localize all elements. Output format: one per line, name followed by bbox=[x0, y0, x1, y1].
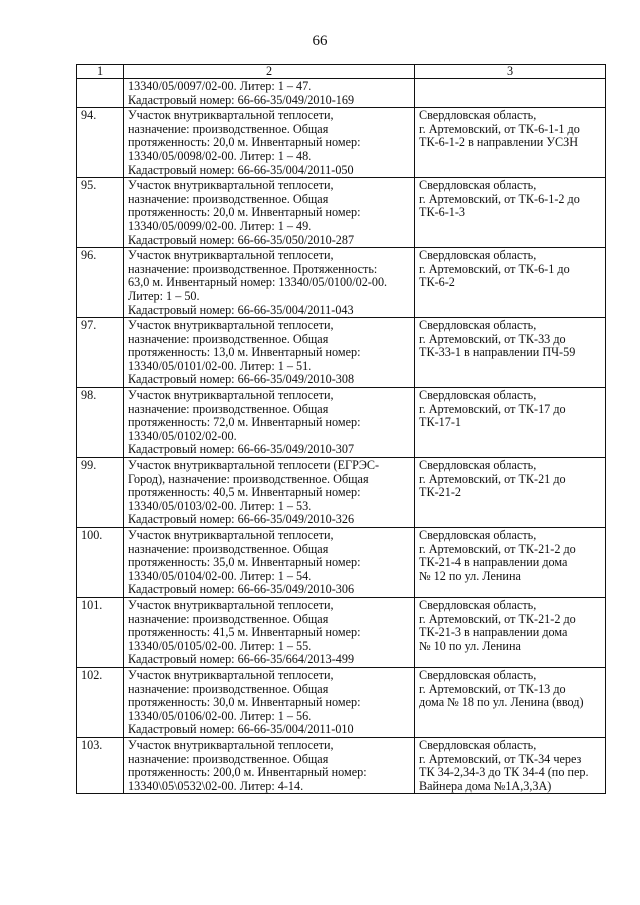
location-line: Свердловская область, bbox=[419, 248, 537, 263]
description-line: Участок внутриквартальной теплосети, bbox=[128, 388, 334, 403]
description-line: назначение: производственное. Общая bbox=[128, 541, 329, 556]
description-line: протяженность: 72,0 м. Инвентарный номер: bbox=[128, 415, 361, 430]
description-line: Кадастровый номер: 66-66-35/664/2013-499 bbox=[128, 652, 355, 667]
description-line: Кадастровый номер: 66-66-35/049/2010-308 bbox=[128, 372, 355, 387]
table-row bbox=[77, 667, 606, 737]
location-line: г. Артемовский, от ТК-6-1 до bbox=[419, 261, 570, 276]
description-line: назначение: производственное. Общая bbox=[128, 331, 329, 346]
row-number: 102. bbox=[77, 667, 124, 737]
location-line: ТК-6-1-2 в направлении УСЗН bbox=[419, 135, 579, 150]
object-location bbox=[415, 248, 606, 318]
object-location bbox=[415, 318, 606, 388]
description-line: назначение: производственное. Протяженность: bbox=[128, 261, 378, 276]
description-line: протяженность: 20,0 м. Инвентарный номер: bbox=[128, 135, 361, 150]
row-number: 98. bbox=[77, 388, 124, 458]
object-description bbox=[124, 667, 415, 737]
location-line: г. Артемовский, от ТК-13 до bbox=[419, 681, 566, 696]
row-number: 99. bbox=[77, 458, 124, 528]
object-description bbox=[124, 318, 415, 388]
location-line: г. Артемовский, от ТК-21-2 до bbox=[419, 611, 576, 626]
description-line: протяженность: 40,5 м. Инвентарный номер: bbox=[128, 485, 361, 500]
table-body bbox=[77, 79, 606, 794]
location-line: Свердловская область, bbox=[419, 318, 537, 333]
location-line: Свердловская область, bbox=[419, 597, 537, 612]
description-line: 13340/05/0099/02-00. Литер: 1 – 49. bbox=[128, 218, 312, 233]
object-description bbox=[124, 248, 415, 318]
location-line: г. Артемовский, от ТК-6-1-1 до bbox=[419, 121, 580, 136]
description-line: назначение: производственное. Общая bbox=[128, 191, 329, 206]
object-location bbox=[415, 597, 606, 667]
location-line: Свердловская область, bbox=[419, 458, 537, 473]
location-line: Свердловская область, bbox=[419, 528, 537, 542]
table-row bbox=[77, 458, 606, 528]
location-line: № 12 по ул. Ленина bbox=[419, 568, 521, 583]
object-description bbox=[124, 79, 415, 108]
table-row bbox=[77, 318, 606, 388]
description-line: назначение: производственное. Общая bbox=[128, 121, 329, 136]
location-line: г. Артемовский, от ТК-6-1-2 до bbox=[419, 191, 580, 206]
location-line: дома № 18 по ул. Ленина (ввод) bbox=[419, 695, 584, 710]
description-line: Кадастровый номер: 66-66-35/049/2010-307 bbox=[128, 442, 355, 457]
description-line: 13340/05/0106/02-00. Литер: 1 – 56. bbox=[128, 708, 312, 723]
location-line: Свердловская область, bbox=[419, 667, 537, 682]
object-description bbox=[124, 178, 415, 248]
description-line: Участок внутриквартальной теплосети, bbox=[128, 178, 334, 193]
description-line: 13340/05/0103/02-00. Литер: 1 – 53. bbox=[128, 498, 312, 513]
description-line: назначение: производственное. Общая bbox=[128, 611, 329, 626]
description-line: Город), назначение: производственное. Общая bbox=[128, 471, 369, 486]
description-line: Участок внутриквартальной теплосети, bbox=[128, 108, 334, 123]
table-row bbox=[77, 248, 606, 318]
object-location bbox=[415, 388, 606, 458]
description-line: 13340/05/0101/02-00. Литер: 1 – 51. bbox=[128, 358, 312, 373]
description-line: 13340/05/0104/02-00. Литер: 1 – 54. bbox=[128, 568, 312, 583]
registry-table bbox=[76, 64, 606, 794]
description-line: 13340/05/0102/02-00. bbox=[128, 428, 237, 443]
description-line: протяженность: 20,0 м. Инвентарный номер: bbox=[128, 205, 361, 220]
object-description bbox=[124, 108, 415, 178]
object-location bbox=[415, 528, 606, 598]
table-row bbox=[77, 79, 606, 108]
description-line: Кадастровый номер: 66-66-35/049/2010-326 bbox=[128, 512, 355, 527]
column-header-location: 3 bbox=[415, 65, 606, 79]
object-location bbox=[415, 178, 606, 248]
location-line: ТК-6-1-3 bbox=[419, 205, 466, 220]
description-line: 13340/05/0097/02-00. Литер: 1 – 47. bbox=[128, 79, 312, 93]
table-row bbox=[77, 388, 606, 458]
table-row bbox=[77, 178, 606, 248]
description-line: Кадастровый номер: 66-66-35/049/2010-306 bbox=[128, 582, 355, 597]
location-line: ТК-33-1 в направлении ПЧ-59 bbox=[419, 345, 576, 360]
row-number bbox=[77, 79, 124, 108]
description-line: Участок внутриквартальной теплосети, bbox=[128, 248, 334, 263]
location-line: Свердловская область, bbox=[419, 388, 537, 403]
description-line: Участок внутриквартальной теплосети, bbox=[128, 737, 334, 752]
description-line: Участок внутриквартальной теплосети (ЕГРЭС- bbox=[128, 458, 380, 473]
description-line: протяженность: 200,0 м. Инвентарный номер: bbox=[128, 765, 367, 780]
location-line: № 10 по ул. Ленина bbox=[419, 638, 521, 653]
table-row bbox=[77, 528, 606, 598]
description-line: протяженность: 35,0 м. Инвентарный номер: bbox=[128, 555, 361, 570]
description-line: Кадастровый номер: 66-66-35/004/2011-050 bbox=[128, 162, 354, 177]
location-line: ТК-21-2 bbox=[419, 485, 461, 500]
row-number: 97. bbox=[77, 318, 124, 388]
table-header-row bbox=[77, 65, 606, 79]
row-number: 100. bbox=[77, 528, 124, 598]
location-line: ТК 34-2,34-3 до ТК 34-4 (по пер. bbox=[419, 765, 589, 780]
object-location bbox=[415, 667, 606, 737]
location-line: г. Артемовский, от ТК-21 до bbox=[419, 471, 566, 486]
column-header-description: 2 bbox=[124, 65, 415, 79]
object-description bbox=[124, 597, 415, 667]
description-line: 13340/05/0105/02-00. Литер: 1 – 55. bbox=[128, 638, 312, 653]
description-line: протяженность: 30,0 м. Инвентарный номер: bbox=[128, 695, 361, 710]
location-line: ТК-17-1 bbox=[419, 415, 461, 430]
object-location bbox=[415, 108, 606, 178]
row-number: 94. bbox=[77, 108, 124, 178]
column-header-number: 1 bbox=[77, 65, 124, 79]
page-number: 66 bbox=[312, 33, 328, 49]
object-description bbox=[124, 388, 415, 458]
location-line: ТК-21-3 в направлении дома bbox=[419, 625, 568, 640]
description-line: назначение: производственное. Общая bbox=[128, 751, 329, 766]
location-line: г. Артемовский, от ТК-34 через bbox=[419, 751, 582, 766]
description-line: 63,0 м. Инвентарный номер: 13340/05/0100/02-00. bbox=[128, 275, 388, 290]
location-line: ТК-6-2 bbox=[419, 275, 455, 290]
table-row bbox=[77, 737, 606, 793]
object-description bbox=[124, 458, 415, 528]
description-line: Кадастровый номер: 66-66-35/050/2010-287 bbox=[128, 232, 355, 247]
location-line: Свердловская область, bbox=[419, 108, 537, 123]
location-line: г. Артемовский, от ТК-17 до bbox=[419, 401, 566, 416]
description-line: протяженность: 13,0 м. Инвентарный номер: bbox=[128, 345, 361, 360]
object-location bbox=[415, 458, 606, 528]
location-line: г. Артемовский, от ТК-21-2 до bbox=[419, 541, 576, 556]
description-line: 13340/05/0098/02-00. Литер: 1 – 48. bbox=[128, 148, 312, 163]
location-line: ТК-21-4 в направлении дома bbox=[419, 555, 568, 570]
row-number: 96. bbox=[77, 248, 124, 318]
description-line: назначение: производственное. Общая bbox=[128, 681, 329, 696]
description-line: Участок внутриквартальной теплосети, bbox=[128, 318, 334, 333]
location-line: Вайнера дома №1А,3,3А) bbox=[419, 778, 552, 793]
description-line: протяженность: 41,5 м. Инвентарный номер: bbox=[128, 625, 361, 640]
row-number: 95. bbox=[77, 178, 124, 248]
description-line: Участок внутриквартальной теплосети, bbox=[128, 528, 334, 542]
row-number: 103. bbox=[77, 737, 124, 793]
location-line: Свердловская область, bbox=[419, 178, 537, 193]
description-line: 13340\05\0532\02-00. Литер: 4-14. bbox=[128, 778, 304, 793]
row-number: 101. bbox=[77, 597, 124, 667]
table-row bbox=[77, 108, 606, 178]
object-location bbox=[415, 737, 606, 793]
description-line: назначение: производственное. Общая bbox=[128, 401, 329, 416]
description-line: Кадастровый номер: 66-66-35/004/2011-010 bbox=[128, 722, 354, 737]
location-line: Свердловская область, bbox=[419, 737, 537, 752]
description-line: Кадастровый номер: 66-66-35/049/2010-169 bbox=[128, 92, 355, 107]
description-line: Участок внутриквартальной теплосети, bbox=[128, 667, 334, 682]
description-line: Литер: 1 – 50. bbox=[128, 288, 200, 303]
location-line: г. Артемовский, от ТК-33 до bbox=[419, 331, 566, 346]
description-line: Участок внутриквартальной теплосети, bbox=[128, 597, 334, 612]
description-line: Кадастровый номер: 66-66-35/004/2011-043 bbox=[128, 302, 354, 317]
object-description bbox=[124, 528, 415, 598]
table-row bbox=[77, 597, 606, 667]
object-location bbox=[415, 79, 606, 108]
object-description bbox=[124, 737, 415, 793]
